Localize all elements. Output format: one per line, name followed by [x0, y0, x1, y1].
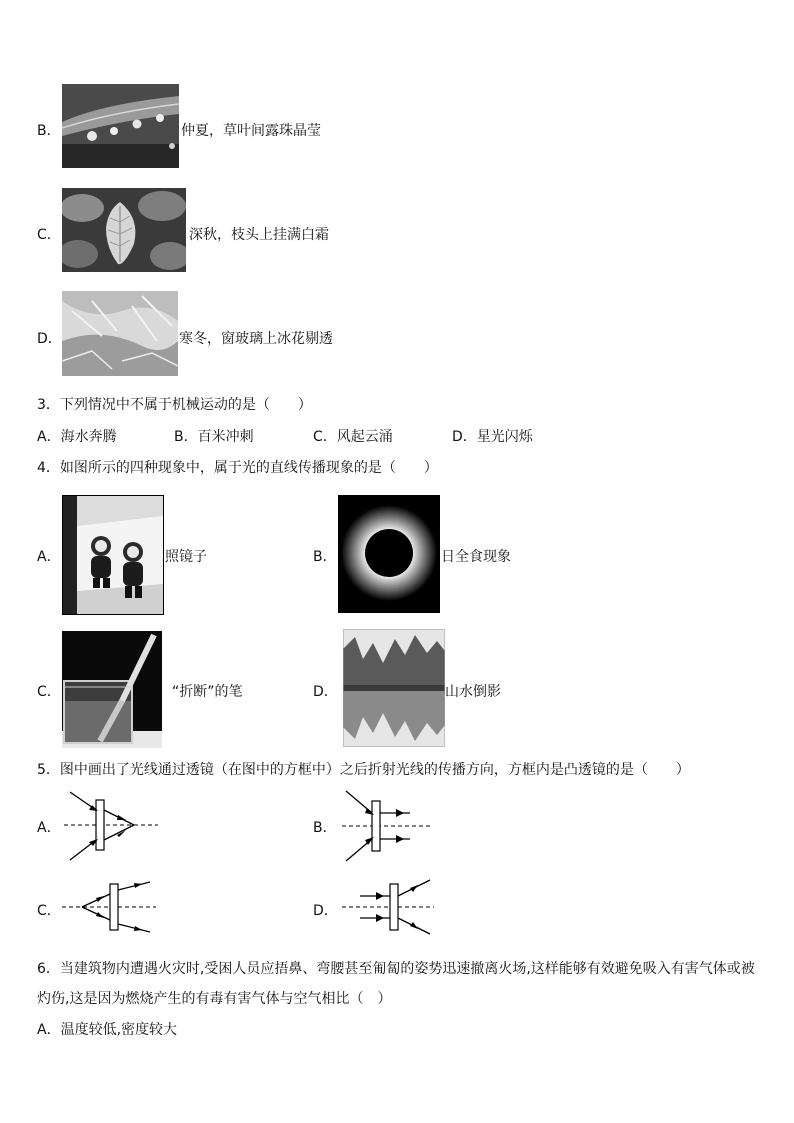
q6-option-a: A．温度较低,密度较大	[37, 1022, 178, 1038]
lens-diagram-d	[340, 872, 436, 938]
q4-option-b-text: 日全食现象	[441, 549, 511, 565]
q4-option-d-text: 山水倒影	[445, 684, 501, 700]
q2-option-b-text: 仲夏，草叶间露珠晶莹	[181, 123, 321, 139]
q4-option-c-label: C．	[37, 684, 61, 700]
q3-option-d: D．星光闪烁	[452, 429, 533, 445]
q2-option-c-text: 深秋，枝头上挂满白霜	[189, 227, 329, 243]
q4-stem: 4．如图所示的四种现象中，属于光的直线传播现象的是（ ）	[37, 460, 438, 476]
q3-stem: 3．下列情况中不属于机械运动的是（ ）	[37, 397, 312, 413]
q5-option-a-label: A．	[37, 820, 61, 836]
bent-pen-image	[62, 631, 162, 748]
q4-option-d-label: D．	[313, 684, 338, 700]
q2-option-d-text: 寒冬，窗玻璃上冰花剔透	[179, 331, 333, 347]
q2-option-d-label: D．	[37, 331, 62, 347]
solar-eclipse-image	[338, 495, 440, 613]
q5-option-d-label: D．	[313, 903, 338, 919]
q5-option-b-label: B．	[313, 820, 337, 836]
q2-option-b-label: B．	[37, 123, 61, 139]
mountain-reflection-image	[343, 629, 445, 747]
q3-option-b: B．百米冲刺	[174, 429, 254, 445]
lens-diagram-c	[60, 876, 160, 938]
dew-on-grass-image	[62, 84, 179, 168]
lens-diagram-b	[340, 789, 435, 863]
lens-diagram-a	[62, 788, 162, 864]
q6-stem-line2: 灼伤,这是因为燃烧产生的有毒有害气体与空气相比（ ）	[37, 991, 392, 1007]
q6-stem-line1: 6．当建筑物内遭遇火灾时,受困人员应捂鼻、弯腰甚至匍匐的姿势迅速撤离火场,这样能够有效避免吸入有害气体或被	[37, 961, 755, 977]
q5-option-c-label: C．	[37, 903, 61, 919]
q4-option-a-label: A．	[37, 549, 61, 565]
ice-flowers-image	[62, 291, 178, 376]
q4-option-a-text: 照镜子	[165, 549, 207, 565]
q2-option-c-label: C．	[37, 227, 61, 243]
q3-option-c: C．风起云涌	[313, 429, 393, 445]
mirror-figurines-image	[62, 495, 164, 615]
q4-option-c-text: “折断”的笔	[172, 684, 243, 700]
q5-stem: 5．图中画出了光线通过透镜（在图中的方框中）之后折射光线的传播方向，方框内是凸透镜的是（ ）	[37, 762, 690, 778]
q3-option-a: A．海水奔腾	[37, 429, 117, 445]
q4-option-b-label: B．	[313, 549, 337, 565]
frost-on-leaves-image	[62, 188, 186, 272]
